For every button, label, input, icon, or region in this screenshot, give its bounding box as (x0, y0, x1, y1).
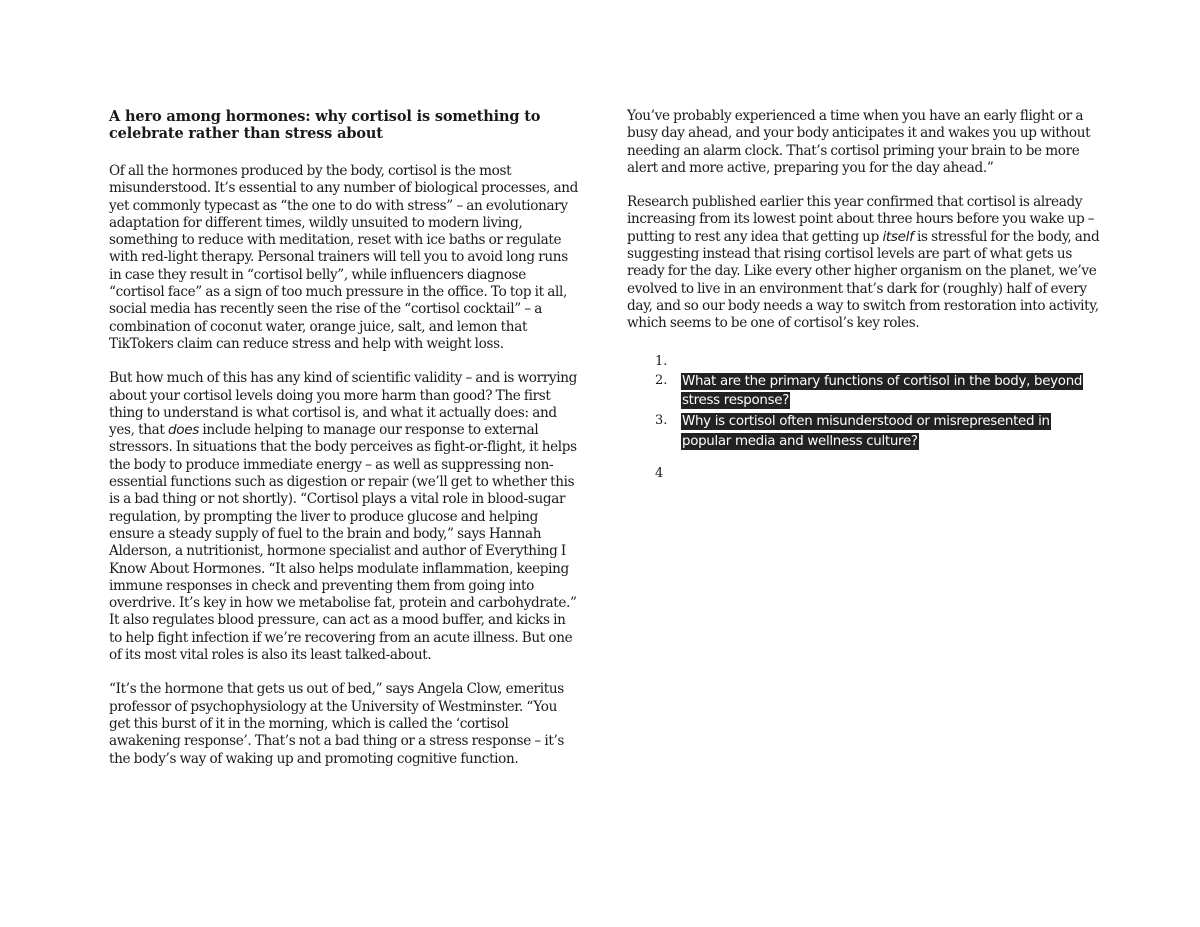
list-number: 4 (655, 466, 664, 482)
right-column (627, 108, 1102, 484)
paragraph-text: is stressful for the body, and suggesting instead that rising cortisol levels are part of what gets us ready for the day. Like every other higher organism on the planet, we’ve evolved to live in an environment that’s dark for (roughly) half of every day, and so our body needs a way to switch from restoration into activity, which seems to be one of cortisol’s key roles. (627, 228, 1100, 332)
list-item[interactable] (627, 353, 1102, 370)
paragraph-scientific-validity (109, 370, 579, 664)
article-title: A hero among hormones: why cortisol is something to celebrate rather than stress about (109, 108, 541, 142)
left-column (109, 108, 579, 785)
list-item[interactable] (627, 372, 1102, 411)
paragraph-text: But how much of this has any kind of scientific validity – and is worrying about your cortisol levels doing you more harm than good? The first thing to understand is what cortisol is, and what it actually does: and yes, that (109, 370, 577, 439)
emphasis-text: itself (882, 228, 914, 245)
paragraph-text: Research published earlier this year confirmed that cortisol is already increasing from its lowest point about three hours before you wake up – putting to rest any idea that getting up (627, 194, 1095, 245)
list-item[interactable] (627, 412, 1102, 451)
highlighted-question-text[interactable]: Why is cortisol often misunderstood or misrepresented in popular media and wellness culture? (682, 414, 1050, 449)
emphasis-text: does (167, 422, 199, 439)
paragraph-early-flight: You’ve probably experienced a time when you have an early flight or a busy day ahead, and your body anticipates it and wakes you up without needing an alarm clock. That’s cortisol priming your brain to be more alert and more active, preparing you for the day ahead.” (627, 108, 1091, 176)
paragraph-research (627, 194, 1102, 332)
paragraph-text: include helping to manage our response to external stressors. In situations that the body perceives as fight-or-flight, it helps the body to produce immediate energy – as well as suppressing non-essential functions such as digestion or repair (we’ll get to whether this is a bad thing or not shortly). “Cortisol plays a vital role in blood-sugar regulation, by prompting the liver to produce glucose and helping ensure a steady supply of fuel to the brain and body,” says Hannah Alderson, a nutritionist, hormone specialist and author of Everything I Know About Hormones. “It also helps modulate inflammation, keeping immune responses in check and preventing them from going into overdrive. It’s key in how we metabolise fat, protein and carbohydrate.” It also regulates blood pressure, can act as a mood buffer, and kicks in to help fight infection if we’re recovering from an acute illness. But one of its most vital roles is also its least talked-about. (109, 422, 577, 664)
list-item[interactable] (627, 465, 1102, 482)
highlighted-question-text[interactable]: What are the primary functions of cortisol in the body, beyond stress response? (682, 373, 1083, 408)
list-number: 1. (655, 353, 668, 369)
paragraph-quote-clow: “It’s the hormone that gets us out of bed,” says Angela Clow, emeritus professor of psychophysiology at the University of Westminster. “You get this burst of it in the morning, which is called the ‘cortisol awakening response’. That’s not a bad thing or a stress response – it’s the body’s way of waking up and promoting cognitive function. (109, 681, 565, 767)
question-list (627, 353, 1102, 483)
paragraph-intro: Of all the hormones produced by the body, cortisol is the most misunderstood. It’s essential to any number of biological processes, and yet commonly typecast as “the one to do with stress” – an evolutionary adaptation for different times, wildly unsuited to modern living, something to reduce with meditation, reset with ice baths or regulate with red-light therapy. Personal trainers will tell you to avoid long runs in case they result in “cortisol belly”, while influencers diagnose “cortisol face” as a sign of too much pressure in the office. To top it all, social media has recently seen the rise of the “cortisol cocktail” – a combination of coconut water, orange juice, salt, and lemon that TikTokers claim can reduce stress and help with weight loss. (109, 163, 579, 352)
list-number: 2. (655, 372, 668, 388)
list-number: 3. (655, 413, 668, 429)
